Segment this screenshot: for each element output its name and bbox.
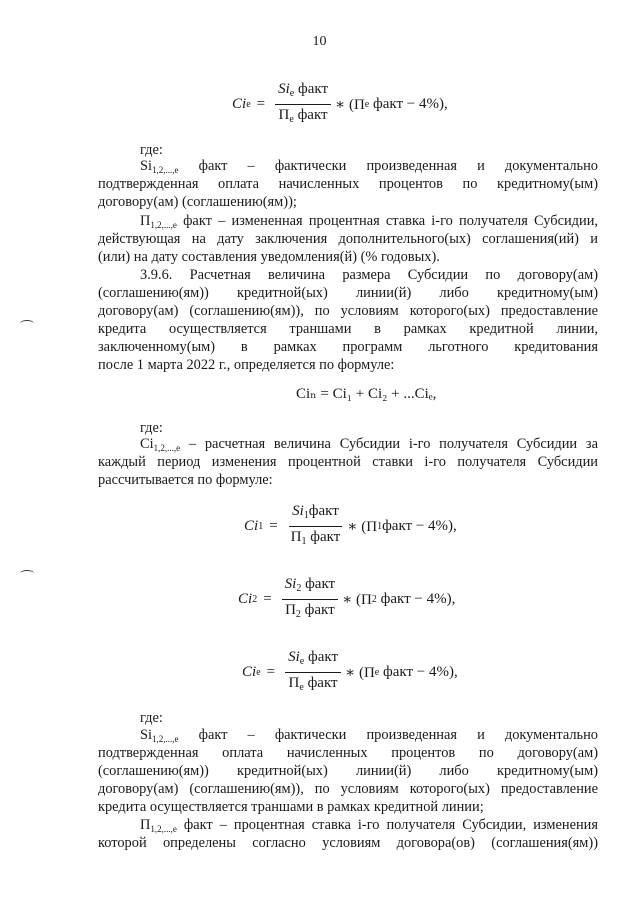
- text-line: где:: [140, 420, 163, 436]
- margin-mark: [20, 320, 34, 327]
- text-line: $Si_{1,2,...,е}$ факт – фактически произведенная и документально: [140, 727, 598, 744]
- fraction: $\frac{Si_2 факт}{П_2 факт}$: [282, 575, 338, 624]
- formula-ci-e-top: Ci e = $\frac{Si_e факт}{П_e факт}$ ∗ (П e факт − 4%),: [232, 80, 448, 129]
- text-line: договору(ам) (соглашению(ям)), по условиям которого(ых) предоставление: [98, 303, 598, 319]
- text-line: кредита осуществляется траншами в рамках кредитной линии,: [98, 321, 598, 337]
- formula-ci-e: Ci e = $\frac{Si_e факт}{П_e факт}$ ∗ (П e факт − 4%),: [242, 648, 458, 697]
- text-line: 3.9.6. Расчетная величина размера Субсидии по договору(ам): [140, 267, 598, 283]
- text-line: подтвержденная оплата начисленных процентов по кредитному(ым): [98, 176, 598, 192]
- text-line: которой определены согласно условиям договора(ов) (соглашения(ям)): [98, 835, 598, 851]
- text-line: подтвержденная оплата начисленных процентов по договору(ам): [98, 745, 598, 761]
- text-line: (соглашению(ям)) кредитной(ых) линии(й) либо кредитному(ым): [98, 285, 598, 301]
- text-line: каждый период изменения процентной ставки i-го получателя Субсидии: [98, 454, 598, 470]
- formula-ci-2: Ci 2 = $\frac{Si_2 факт}{П_2 факт}$ ∗ (П 2 факт − 4%),: [238, 575, 455, 624]
- text-line: $Ci_{1,2,...,е}$ – расчетная величина Субсидии i-го получателя Субсидии за: [140, 436, 598, 453]
- text-line: действующая на дату заключения дополнительного(ых) соглашения(ий) и: [98, 231, 598, 247]
- formula-ci-sum: Ciₙ = Ci₁ + Ci₂ + ...Ciₑ,: [296, 386, 437, 402]
- text-line: $Si_{1,2,...,е}$ факт – фактически произведенная и документально: [140, 158, 598, 175]
- page-number: 10: [312, 34, 327, 49]
- text-line: $П_{1,2,...,е}$ факт – процентная ставка i-го получателя Субсидии, изменения: [140, 817, 598, 834]
- fraction: $\frac{Si_e факт}{П_e факт}$: [275, 80, 331, 129]
- formula-ci-1: Ci 1 = $\frac{Si_1факт}{П_1 факт}$ ∗ (П 1 факт − 4%),: [244, 502, 457, 551]
- text-line: заключенному(ым) в рамках программ льготного кредитования: [98, 339, 598, 355]
- text-line: договору(ам) (соглашению(ям)), по условиям которого(ых) предоставление: [98, 781, 598, 797]
- fraction: $\frac{Si_1факт}{П_1 факт}$: [290, 503, 341, 547]
- text-line: договору(ам) (соглашению(ям));: [98, 194, 297, 210]
- text-line: где:: [140, 710, 163, 726]
- text-line: кредита осуществляется траншами в рамках кредитной линии;: [98, 799, 484, 815]
- text-line: (соглашению(ям)) кредитной(ых) линии(й) либо кредитному(ым): [98, 763, 598, 779]
- text-line: $П_{1,2,...,е}$ факт – измененная процентная ставка i-го получателя Субсидии,: [140, 213, 598, 230]
- text-line: рассчитывается по формуле:: [98, 472, 273, 488]
- text-line: (или) на дату составления уведомления(й) (% годовых).: [98, 249, 440, 265]
- text-line: где:: [140, 142, 163, 158]
- margin-mark: [20, 570, 34, 577]
- text-line: после 1 марта 2022 г., определяется по формуле:: [98, 357, 395, 373]
- fraction: $\frac{Si_e факт}{П_e факт}$: [285, 648, 341, 697]
